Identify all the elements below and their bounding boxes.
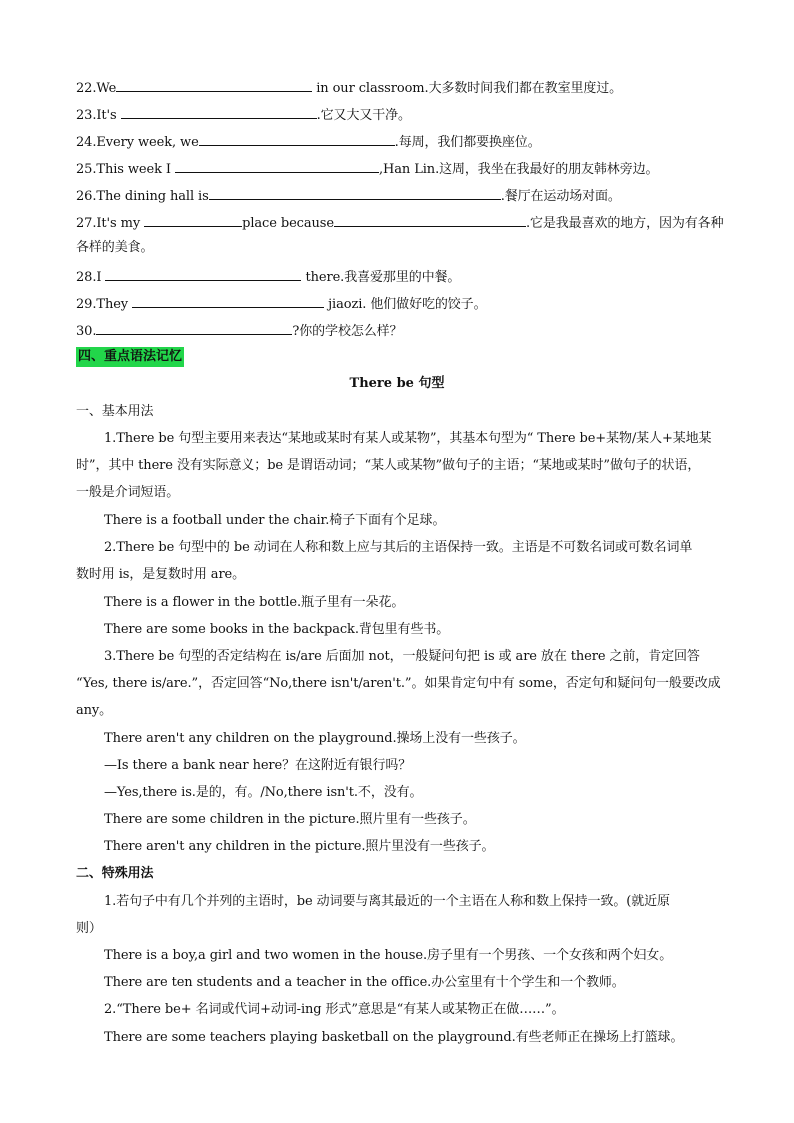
rule-4-line-2: 则）: [76, 921, 102, 936]
answer-blank[interactable]: [199, 133, 395, 146]
exercise-translation: ?你的学校怎么样？: [292, 324, 403, 339]
section-heading-highlight: 四、重点语法记忆: [76, 347, 184, 367]
example-sentence: There are some teachers playing basketball on the playground.有些老师正在操场上打篮球。: [104, 1030, 684, 1045]
answer-blank[interactable]: [105, 268, 301, 281]
rule-1-line-2: 时”，其中 there 没有实际意义；be 是谓语动词；“某人或某物”做句子的主语；“某地或某时”做句子的状语，: [76, 458, 701, 473]
rule-2-line-2: 数时用 is，是复数时用 are。: [76, 567, 246, 582]
exercise-26: [76, 187, 621, 203]
rule-2-line-1: 2.There be 句型中的 be 动词在人称和数上应与其后的主语保持一致。主语是不可数名词或可数名词单: [104, 540, 693, 555]
exercise-prompt: I: [96, 270, 106, 285]
rule-4-line-1: 1.若句子中有几个并列的主语时，be 动词要与离其最近的一个主语在人称和数上保持一致。(就近原: [104, 894, 670, 909]
answer-blank[interactable]: [144, 214, 242, 227]
heading-special-usage: 二、特殊用法: [76, 866, 154, 881]
example-sentence: There are some children in the picture.照片里有一些孩子。: [104, 812, 476, 827]
exercise-prompt: It's: [96, 108, 121, 123]
exercise-number: 22.: [76, 81, 97, 96]
rule-3-line-1: 3.There be 句型的否定结构在 is/are 后面加 not，一般疑问句把 is 或 are 放在 there 之前，肯定回答: [104, 649, 700, 664]
exercise-prompt: It's my: [96, 216, 145, 231]
example-dialogue: —Is there a bank near here？在这附近有银行吗？: [104, 758, 412, 773]
exercise-27-continued: [76, 241, 153, 254]
exercise-translation: .它又大又干净。: [316, 108, 411, 123]
exercise-25: [76, 160, 658, 176]
exercise-27: [76, 214, 724, 230]
answer-blank[interactable]: [175, 160, 379, 173]
example-sentence: There aren't any children on the playground.操场上没有一些孩子。: [104, 731, 526, 746]
exercise-30: [76, 322, 402, 338]
rule-1-line-3: 一般是介词短语。: [76, 485, 180, 500]
exercise-prompt-middle: place because: [242, 216, 334, 231]
exercise-translation: jiaozi. 他们做好吃的饺子。: [324, 297, 487, 312]
exercise-number: 30.: [76, 324, 97, 339]
example-sentence: There is a flower in the bottle.瓶子里有一朵花。: [104, 595, 405, 610]
rule-5-line-1: 2.“There be+ 名词或代词+动词-ing 形式”意思是“有某人或某物正在做……”。: [104, 1002, 565, 1017]
exercise-prompt: Every week, we: [96, 135, 199, 150]
exercise-number: 28.: [76, 270, 97, 285]
answer-blank[interactable]: [96, 322, 292, 335]
example-sentence: There are ten students and a teacher in the office.办公室里有十个学生和一个教师。: [104, 975, 625, 990]
exercise-28: [76, 268, 460, 284]
rule-3-line-3: any。: [76, 703, 113, 718]
exercise-prompt: The dining hall is: [96, 189, 209, 204]
exercise-24: [76, 133, 541, 149]
exercise-translation: ,Han Lin.这周，我坐在我最好的朋友韩林旁边。: [378, 162, 659, 177]
exercise-translation: .每周，我们都要换座位。: [394, 135, 541, 150]
exercise-translation: there.我喜爱那里的中餐。: [301, 270, 461, 285]
exercise-29: [76, 295, 486, 311]
example-sentence: There are some books in the backpack.背包里有些书。: [104, 622, 450, 637]
answer-blank[interactable]: [132, 295, 324, 308]
exercise-number: 24.: [76, 135, 97, 150]
exercise-prompt: They: [96, 297, 133, 312]
heading-basic-usage: 一、基本用法: [76, 404, 154, 419]
exercise-number: 29.: [76, 297, 97, 312]
answer-blank[interactable]: [334, 214, 526, 227]
answer-blank[interactable]: [209, 187, 501, 200]
answer-blank[interactable]: [121, 106, 317, 119]
exercise-translation: in our classroom.大多数时间我们都在教室里度过。: [312, 81, 623, 96]
rule-3-line-2: “Yes, there is/are.”，否定回答“No,there isn't/aren't.”。如果肯定句中有 some，否定句和疑问句一般要改成: [76, 676, 721, 691]
exercise-translation: .它是我最喜欢的地方，因为有各种: [525, 216, 724, 231]
exercise-number: 27.: [76, 216, 97, 231]
exercise-prompt: This week I: [96, 162, 175, 177]
exercise-number: 23.: [76, 108, 97, 123]
exercise-translation: .餐厅在运动场对面。: [500, 189, 621, 204]
exercise-23: [76, 106, 411, 122]
exercise-prompt: We: [96, 81, 117, 96]
exercise-number: 26.: [76, 189, 97, 204]
exercise-number: 25.: [76, 162, 97, 177]
example-sentence: There is a football under the chair.椅子下面有个足球。: [104, 513, 446, 528]
exercise-translation: 各样的美食。: [76, 240, 154, 255]
example-sentence: There aren't any children in the picture.照片里没有一些孩子。: [104, 839, 495, 854]
example-dialogue: —Yes,there is.是的，有。/No,there isn't.不，没有。: [104, 785, 423, 800]
answer-blank[interactable]: [116, 79, 312, 92]
exercise-22: [76, 79, 622, 95]
example-sentence: There is a boy,a girl and two women in the house.房子里有一个男孩、一个女孩和两个妇女。: [104, 948, 673, 963]
page-title: There be 句型: [349, 376, 445, 391]
rule-1-line-1: 1.There be 句型主要用来表达“某地或某时有某人或某物”，其基本句型为“ There be+某物/某人+某地某: [104, 431, 712, 446]
